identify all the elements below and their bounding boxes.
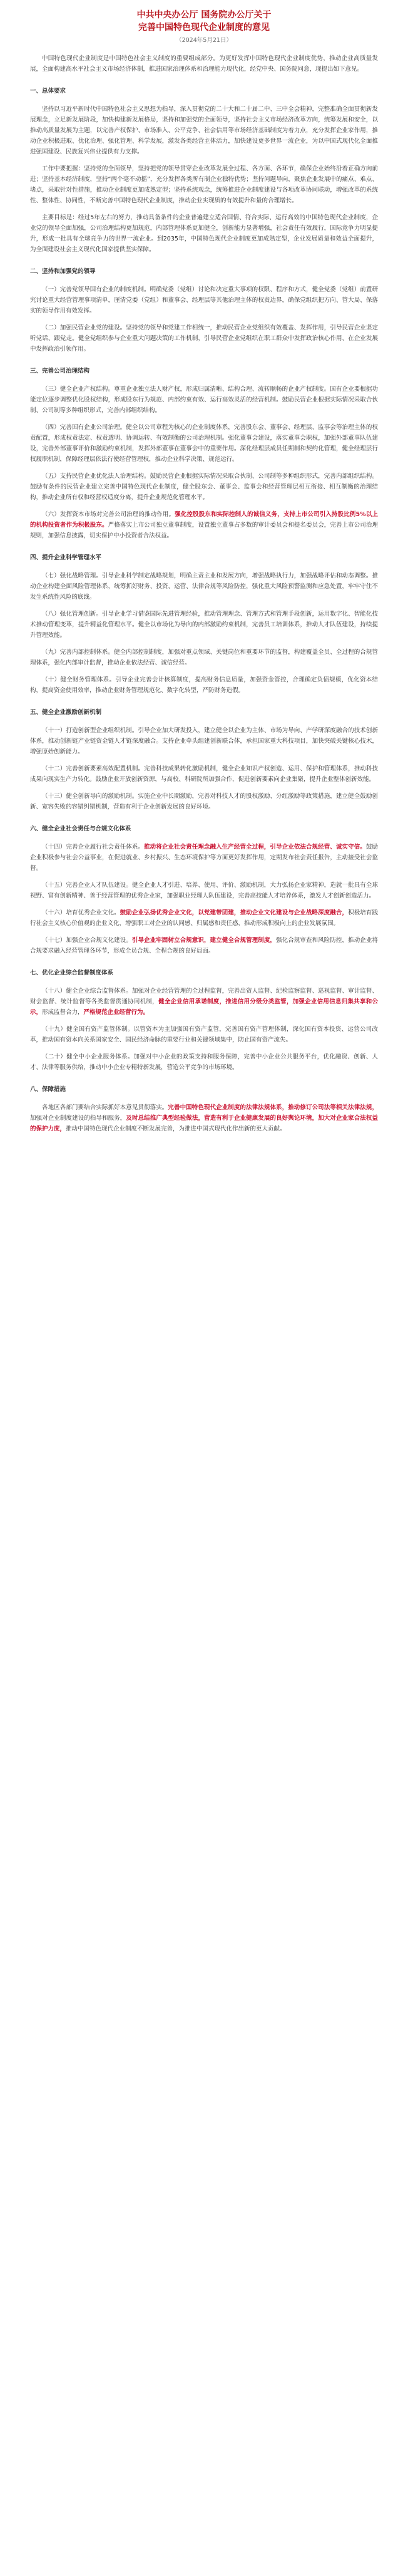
- paragraph-text: （二）加强民营企业党的建设。坚持党的领导和党建工作相统一，推动民营企业党组织有效覆盖、发挥作用，引导民营企业坚定听党话、跟党走。健全党组织参与企业重大问题决策的工作机制，引导民营企业党组织在职工群众中发挥政治核心作用、在企业发展中发挥政治引领作用。: [30, 324, 378, 353]
- document-header: [30, 9, 378, 46]
- paragraph-text: 坚持以习近平新时代中国特色社会主义思想为指导，深入贯彻党的二十大和二十届二中、三中全会精神，完整准确全面贯彻新发展理念，立足新发展阶段，加快构建新发展格局，坚持和加强党的全面领导，坚持社会主义市场经济改革方向，统筹发展和安全，以推动高质量发展为主题，以完善产权保护、市场准入、公平竞争、社会信用等市场经济基础制度为着力点，充分发挥企业家作用，推动企业积极进取、优化治理、强化管理、科学发展，激发各类经营主体活力，加快建设更多世界一流企业，为以中国式现代化全面推进强国建设、民族复兴伟业提供有力支撑。: [30, 106, 378, 155]
- highlighted-text: 健全企业信用承诺制度，推进信用分级分类监管，加强企业信用信息归集共享和公示，: [30, 998, 378, 1016]
- paragraph-text: （三）健全企业产权结构。尊重企业独立法人财产权，形成归属清晰、结构合理、流转顺畅的企业产权制度。国有企业要根据功能定位逐步调整优化股权结构，形成股东行为规范、内部约束有效、运行高效灵活的经营机制。鼓励民营企业根据实际情况采取合伙制、公司制等多种组织形式，完善内部组织结构。: [30, 386, 378, 414]
- paragraph: [30, 384, 378, 416]
- paragraph: [30, 53, 378, 75]
- paragraph: [30, 763, 378, 785]
- paragraph-text: （五）支持民营企业优化法人治理结构。鼓励民营企业根据实际情况采取合伙制、公司制等多种组织形式，完善内部组织结构。鼓励有条件的民营企业建立完善中国特色现代企业制度，健全股东会、董事会、监事会和经营管理层相互衔接、相互制衡的治理结构，推动企业所有权和经营权适度分离，提升企业规范化管理水平。: [30, 473, 378, 501]
- paragraph-text: （六）发挥资本市场对完善公司治理的推动作用。: [42, 511, 175, 518]
- highlighted-text: 鼓励企业弘扬优秀企业文化，以党建带团建，推动企业文化建设与企业战略深度融合，: [120, 909, 349, 916]
- document-title-line-1: 中共中央办公厅 国务院办公厅关于: [136, 10, 272, 20]
- paragraph-text: （十八）健全企业综合监督体系。加强对企业经营管理的全过程监督，完善出资人监督、纪检监察监督、巡视监督、审计监督、财会监督、统计监督等各类监督贯通协同机制，: [30, 988, 378, 1005]
- paragraph: [30, 791, 378, 812]
- section-heading: 二、坚持和加强党的领导: [30, 268, 96, 275]
- section-heading: 四、提升企业科学管理水平: [30, 554, 102, 561]
- highlighted-text: 引导企业牢固树立合规意识，建立健全合规管理制度，: [131, 937, 277, 944]
- paragraph: [30, 908, 378, 929]
- highlighted-text: 严格规范企业经营行为。: [83, 1009, 150, 1016]
- paragraph: [30, 1102, 378, 1134]
- paragraph-text: （四）完善国有企业公司治理。健全以公司章程为核心的企业制度体系，完善股东会、董事会、经理层、监事会等治理主体的权责配置，形成权责法定、权责透明、协调运转、有效制衡的公司治理机制。强化董事会建设，落实董事会职权，加强外部董事队伍建设，完善外部董事评价和激励约束机制，发挥外部董事在董事会中的重要作用。深化经理层成员任期制和契约化管理，健全经理层行权履职机制，保障经理层依法行使经营管理权，推动企业科学决策、规范运行。: [30, 424, 378, 463]
- paragraph: [30, 422, 378, 465]
- paragraph-text: （十四）完善企业履行社会责任体系。: [42, 844, 145, 851]
- paragraph: [30, 986, 378, 1018]
- section-heading: 三、完善公司治理结构: [30, 368, 90, 375]
- paragraph-text: 严格落实上市公司独立董事制度，设置独立董事占多数的审计委员会和提名委员会，完善上市公司治理规则，加强信息披露，切实保护中小投资者合法权益。: [30, 522, 378, 539]
- paragraph: [30, 675, 378, 696]
- document-date: （2024年5月21日）: [176, 37, 232, 44]
- paragraph-text: （十七）加强企业合规文化建设。: [42, 937, 132, 944]
- paragraph-text: （十九）健全国有资产监管体制。以管资本为主加强国有资产监管，完善国有资产管理体制，深化国有资本投资、运营公司改革，推动国有资本向关系国家安全、国民经济命脉的重要行业和关键领域集中，防止国有资产流失。: [30, 1026, 378, 1043]
- paragraph: [30, 284, 378, 316]
- paragraph: [30, 880, 378, 901]
- paragraph-text: 中国特色现代企业制度是中国特色社会主义制度的重要组成部分。为更好发挥中国特色现代企业制度优势，推动企业高质量发展，全面构建高水平社会主义市场经济体制，推进国家治理体系和治理能力现代化，经党中央、国务院同意，现提出如下意见。: [30, 55, 378, 73]
- section-heading: 六、健全企业社会责任与合规文化体系: [30, 825, 131, 832]
- highlighted-text: 强化控股股东和实际控制人的诚信义务，支持上市公司引入持股比例5%以上的机构投资者作为积极股东。: [30, 511, 378, 529]
- paragraph: [30, 104, 378, 157]
- paragraph-text: （二十）健全中小企业服务体系。加强对中小企业的政策支持和服务保障，完善中小企业公共服务平台，优化融资、创新、人才、法律等服务供给，推动中小企业专精特新发展，营造公平竞争的市场环境。: [30, 1053, 378, 1071]
- paragraph-text: （七）强化战略管理。引导企业科学制定战略规划，明确主责主业和发展方向，增强战略执行力，加强战略评估和动态调整。推动企业构建全面风险管理体系，统筹抓好财务、投资、运营、法律合规等风险防控，强化重大风险预警监测和应急处置，牢牢守住不发生系统性风险的底线。: [30, 572, 378, 601]
- paragraph-text: 鼓励企业积极参与社会公益事业，在促进就业、乡村振兴、生态环境保护等方面更好发挥作用，定期发布社会责任报告，主动接受社会监督。: [30, 844, 378, 872]
- paragraph-text: （十一）打造创新型企业组织机制。引导企业加大研发投入，建立健全以企业为主体、市场为导向、产学研深度融合的技术创新体系，推动创新链产业链资金链人才链深度融合。支持企业牵头组建创新联合体，承担国家重大科技项目，加快突破关键核心技术，增强原始创新能力。: [30, 727, 378, 755]
- paragraph: [30, 163, 378, 206]
- paragraph: [30, 647, 378, 668]
- document-body: [30, 53, 378, 1134]
- highlighted-text: 推动将企业社会责任理念融入生产经营全过程，引导企业依法合规经营、诚实守信。: [144, 844, 366, 851]
- paragraph: [30, 1052, 378, 1073]
- paragraph: [30, 323, 378, 354]
- paragraph-text: 推动中国特色现代企业制度不断发展完善，为推进中国式现代化作出新的更大贡献。: [66, 1125, 286, 1132]
- paragraph: [30, 212, 378, 255]
- section-heading: 一、总体要求: [30, 88, 66, 95]
- document-page: [0, 0, 408, 1159]
- paragraph-text: （十三）健全创新导向的激励机制。实施企业中长期激励，完善对科技人才的股权激励、分红激励等政策措施，建立健全鼓励创新、宽容失败的容错纠错机制，营造有利于企业创新发展的良好环境。: [30, 793, 378, 810]
- paragraph: [30, 1024, 378, 1045]
- document-title-line-2: 完善中国特色现代企业制度的意见: [138, 23, 270, 33]
- paragraph-text: 强化合规审查和风险防控，推动企业将合规要求融入经营管理各环节，形成全员合规、全程合规的良好局面。: [30, 937, 378, 954]
- paragraph-text: 各地区各部门要结合实际抓好本意见贯彻落实。: [42, 1104, 168, 1111]
- paragraph: [30, 842, 378, 874]
- section-heading: 七、优化企业综合监督制度体系: [30, 970, 114, 976]
- paragraph-text: （十二）完善创新要素高效配置机制。完善科技成果转化激励机制，健全企业知识产权创造、运用、保护和管理体系，推动科技成果向现实生产力转化。鼓励企业开放创新资源，与高校、科研院所加强合作，促进创新要素向企业集聚，提升企业整体创新效能。: [30, 765, 378, 783]
- paragraph-text: 主要目标是：经过5年左右的努力，推动具备条件的企业普遍建立适合国情、符合实际、运行高效的中国特色现代企业制度，企业党的领导全面加强，公司治理结构更加规范，内部管理体系更加健全，创新能力显著增强，社会责任有效履行，国际竞争力明显提升，形成一批具有全球竞争力的世界一流企业。到2035年，中国特色现代企业制度更加成熟定型，企业发展质量和效益全面提升，为全面建设社会主义现代化国家提供坚实保障。: [30, 214, 378, 253]
- paragraph-text: 加强对企业制度建设的指导和服务，: [30, 1115, 126, 1122]
- paragraph: [30, 609, 378, 641]
- section-heading: 八、保障措施: [30, 1086, 66, 1093]
- paragraph-text: 形成监督合力，: [42, 1009, 84, 1016]
- paragraph: [30, 571, 378, 603]
- paragraph-text: （八）强化管理创新。引导企业学习借鉴国际先进管理经验，推动管理理念、管理方式和管理手段创新，运用数字化、智能化技术推动管理变革，提升精益化管理水平。健全以市场化为导向的内部激励约束机制，完善员工培训体系，推动人才队伍建设，持续提升管理效能。: [30, 611, 378, 639]
- paragraph-text: （九）完善内部控制体系。健全内部控制制度，加强对重点领域、关键岗位和重要环节的监督，构建覆盖全员、全过程的合规管理体系，强化内部审计监督，推动企业依法经营、诚信经营。: [30, 649, 378, 666]
- highlighted-text: 及时总结推广典型经验做法，营造有利于企业健康发展的良好舆论环境，加大对企业家合法权益的保护力度，: [30, 1115, 378, 1132]
- section-heading: 五、健全企业激励创新机制: [30, 709, 102, 716]
- paragraph: [30, 509, 378, 541]
- paragraph-text: （十）健全财务管理体系。引导企业完善会计核算制度，提高财务信息质量，加强资金管控，合理确定负债规模，优化资本结构，提高资金使用效率，推动企业财务管理规范化、数字化转型，严防财务造假。: [30, 676, 378, 694]
- paragraph: [30, 725, 378, 757]
- paragraph-text: （十六）培育优秀企业文化。: [42, 909, 120, 916]
- highlighted-text: 完善中国特色现代企业制度的法律法规体系，推动修订公司法等相关法律法规，: [168, 1104, 378, 1111]
- paragraph-text: 工作中要把握：坚持党的全面领导，坚持把党的领导贯穿企业改革发展全过程、各方面、各环节，确保企业始终沿着正确方向前进；坚持基本经济制度，坚持“两个毫不动摇”，充分发挥各类所有制企业独特优势；坚持问题导向，聚焦企业发展中的痛点、难点、堵点，采取针对性措施，推动企业制度更加成熟定型；坚持系统观念，统筹推进企业制度建设与各项改革协同联动，增强改革的系统性、整体性、协同性，不断完善中国特色现代企业制度，推动企业实现质的有效提升和量的合理增长。: [30, 165, 378, 204]
- paragraph-text: 积极培育践行社会主义核心价值观的企业文化，增强职工对企业的认同感、归属感和责任感，推动形成积极向上的企业发展氛围。: [30, 909, 378, 927]
- paragraph: [30, 471, 378, 503]
- paragraph: [30, 935, 378, 956]
- paragraph-text: （一）完善党领导国有企业的制度机制。明确党委（党组）讨论和决定重大事项的权限、程序和方式，健全党委（党组）前置研究讨论重大经营管理事项清单，厘清党委（党组）和董事会、经理层等其他治理主体的权责边界，确保党组织把方向、管大局、保落实的领导作用有效发挥。: [30, 286, 378, 314]
- paragraph-text: （十五）完善企业人才队伍建设。健全企业人才引进、培养、使用、评价、激励机制，大力弘扬企业家精神，造就一批具有全球视野、富有创新精神、善于经营管理的优秀企业家，加强职业经理人队伍建设，完善高技能人才培养体系，激发人才创新创造活力。: [30, 882, 378, 899]
